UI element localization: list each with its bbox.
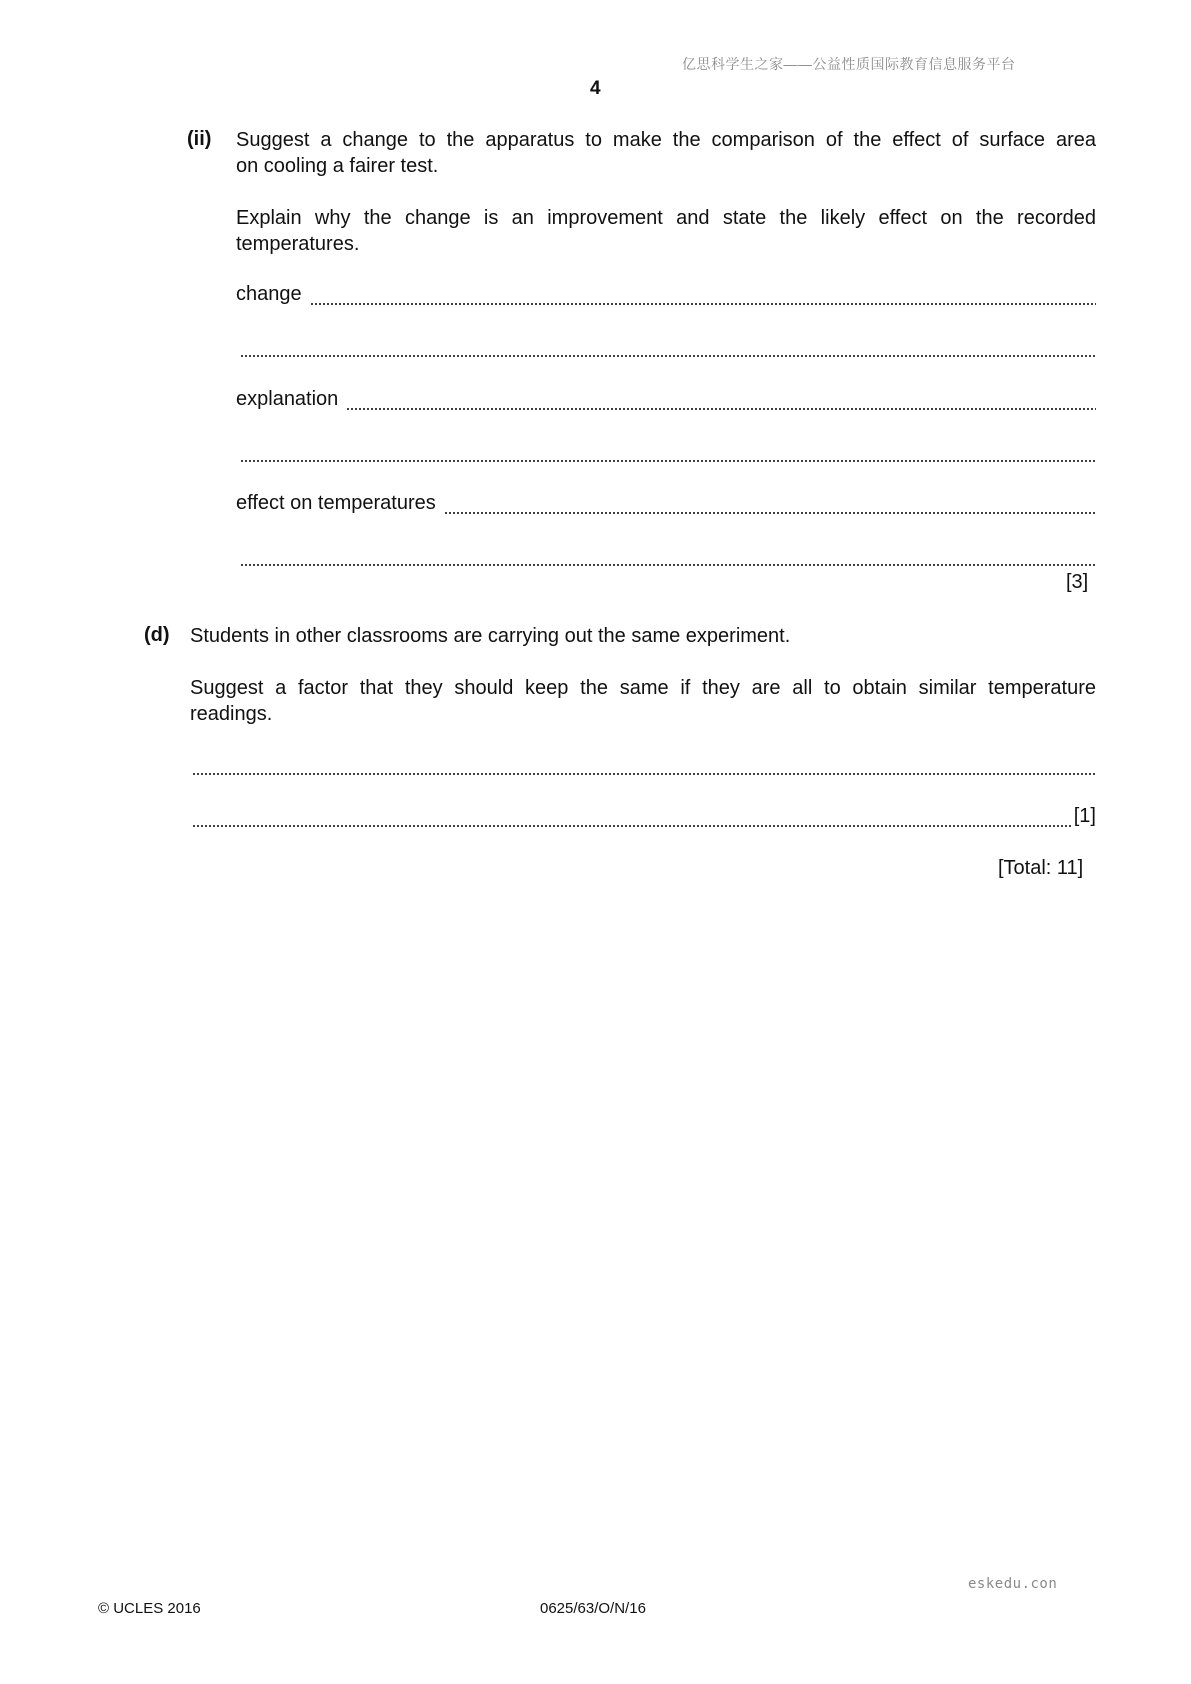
part-d-label: (d) <box>144 624 170 646</box>
dotted-line <box>240 564 1096 566</box>
part-d-answer-line-1[interactable] <box>192 753 1096 779</box>
effect-label: effect on temperatures <box>236 492 436 514</box>
copyright: © UCLES 2016 <box>98 1600 201 1617</box>
change-answer-line-2[interactable] <box>240 335 1096 361</box>
part-ii-label: (ii) <box>187 128 212 150</box>
part-ii-instruction-line-2: temperatures. <box>236 233 360 255</box>
dotted-line <box>444 512 1096 514</box>
part-d-answer-line-2[interactable] <box>192 805 1096 831</box>
effect-answer-line[interactable] <box>236 492 1096 518</box>
dotted-line <box>310 303 1096 305</box>
part-ii-question-line-2: on cooling a fairer test. <box>236 155 439 177</box>
explanation-label: explanation <box>236 388 339 410</box>
explanation-answer-line-2[interactable] <box>240 440 1096 466</box>
dotted-line <box>192 825 1072 827</box>
part-ii-question-line-1: Suggest a change to the apparatus to make the comparison of the effect of surface area <box>236 129 1096 151</box>
paper-code: 0625/63/O/N/16 <box>540 1600 646 1617</box>
part-d-marks: [1] <box>1073 805 1096 827</box>
part-d-question-line-1: Students in other classrooms are carrying out the same experiment. <box>190 625 791 647</box>
part-ii-marks: [3] <box>1066 571 1089 593</box>
page-number: 4 <box>590 78 601 99</box>
part-ii-instruction-line-1: Explain why the change is an improvement and state the likely effect on the recorded <box>236 207 1096 229</box>
dotted-line <box>346 408 1096 410</box>
change-answer-line[interactable] <box>236 283 1096 309</box>
total-marks: [Total: 11] <box>998 857 1084 879</box>
dotted-line <box>240 355 1096 357</box>
footer-watermark: eskedu.con <box>968 1576 1058 1592</box>
part-d-instruction-line-2: readings. <box>190 703 273 725</box>
explanation-answer-line[interactable] <box>236 388 1096 414</box>
effect-answer-line-2[interactable] <box>240 544 1096 570</box>
change-label: change <box>236 283 302 305</box>
header-watermark: 亿思科学生之家——公益性质国际教育信息服务平台 <box>682 56 1016 72</box>
part-d-instruction-line-1: Suggest a factor that they should keep the same if they are all to obtain similar temperature <box>190 677 1096 699</box>
dotted-line <box>192 773 1096 775</box>
dotted-line <box>240 460 1096 462</box>
